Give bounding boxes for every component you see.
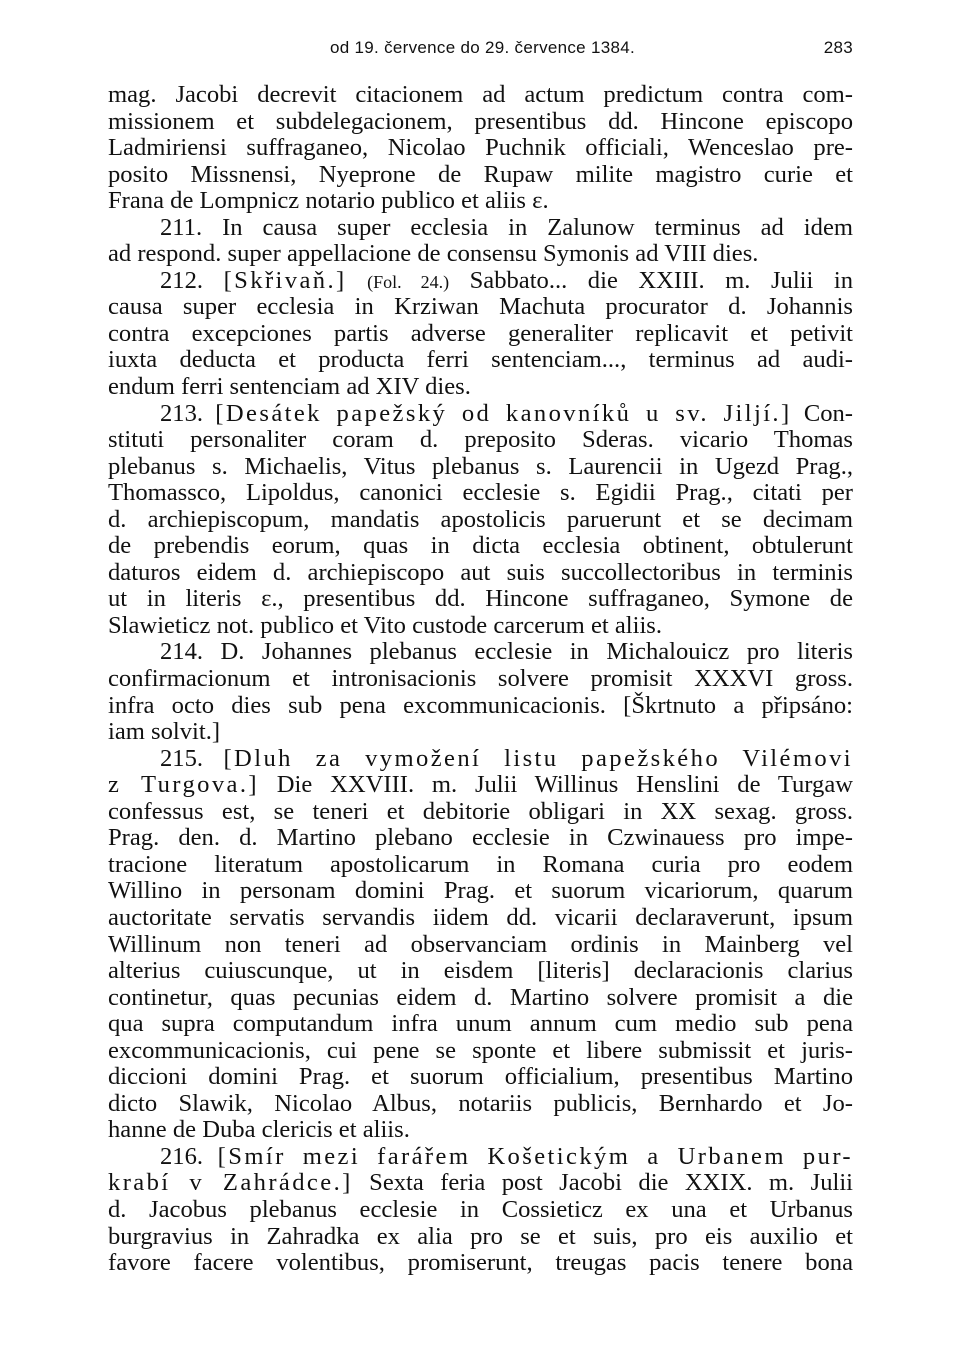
spaced-heading: krabí v Zahrádce.]: [108, 1169, 353, 1197]
text-line: hanne de Duba clericis et aliis.: [108, 1116, 410, 1144]
text-line: [108, 772, 853, 799]
text-line: posito Missnensi, Nyeprone de Rupaw milite magistro curie et: [108, 160, 853, 188]
text-line: diccioni domini Prag. et suorum officialium, presentibus Martino: [108, 1063, 853, 1091]
text-line: [108, 746, 853, 773]
text-line: Thomassco, Lipoldus, canonici ecclesie s. Egidii Prag., citati per: [108, 479, 853, 507]
text-line: favore facere volentibus, promiserunt, treugas pacis tenere bona: [108, 1249, 853, 1277]
text-line: tracione literatum apostolicarum in Romana curia pro eodem: [108, 850, 853, 878]
spaced-heading: [Desátek papežský od kanovníků u sv. Jiljí.]: [215, 399, 792, 427]
text-line: stituti personaliter coram d. preposito Sderas. vicario Thomas: [108, 426, 853, 454]
text-run: Sabbato... die XXIII. m. Julii in: [449, 266, 854, 294]
text-line: qua supra computandum infra unum annum cum medio sub pena: [108, 1010, 853, 1038]
text-run: 215.: [160, 744, 224, 772]
text-line: Frana de Lompnicz notario publico et aliis ɛ.: [108, 187, 549, 215]
text-line: daturos eidem d. archiepiscopo aut suis succollectoribus in terminis: [108, 558, 853, 586]
text-line: Prag. den. d. Martino plebano ecclesie in Czwinauess pro impe-: [108, 824, 853, 852]
text-line: plebanus s. Michaelis, Vitus plebanus s. Laurencii in Ugezd Prag.,: [108, 452, 853, 480]
running-header: [110, 30, 855, 64]
text-line: Willinum non teneri ad observanciam ordinis in Mainberg vel: [108, 930, 853, 958]
spaced-heading: z Turgova.]: [108, 771, 260, 799]
text-line: iam solvit.]: [108, 718, 221, 746]
text-line: ut in literis ɛ., presentibus dd. Hincone suffraganeo, Symone de: [108, 585, 853, 613]
running-header-title: od 19. července do 29. července 1384.: [329, 38, 636, 57]
text-line: endum ferri sentenciam ad XIV dies.: [108, 373, 471, 401]
text-line: ad respond. super appellacione de consensu Symonis ad VIII dies.: [108, 240, 759, 268]
text-line: mag. Jacobi decrevit citacionem ad actum predictum contra com-: [108, 81, 853, 108]
text-line: Slawieticz not. publico et Vito custode carcerum et aliis.: [108, 611, 662, 639]
text-line: iuxta deducta et producta ferri sentenciam..., terminus ad audi-: [108, 346, 853, 374]
text-line: contra excepciones partis adverse generaliter replicavit et petivit: [108, 319, 853, 347]
text-line: missionem et subdelegacionem, presentibus dd. Hincone episcopo: [108, 107, 853, 135]
text-line: de prebendis eorum, quas in dicta ecclesia obtinent, obtulerunt: [108, 532, 853, 560]
text-run: 216.: [160, 1142, 218, 1170]
text-line: confessus est, se teneri et debitorie obligari in XX sexag. gross.: [108, 797, 853, 825]
text-run: 212.: [160, 266, 224, 294]
text-line: [108, 1170, 853, 1197]
text-line: causa super ecclesia in Krziwan Machuta procurator d. Johannis: [108, 293, 853, 321]
body-text: [108, 82, 853, 1277]
text-line: Willino in personam domini Prag. et suorum vicariorum, quarum: [108, 877, 853, 905]
spaced-heading: [Smír mezi farářem Košetickým a Urbanem pur-: [217, 1142, 854, 1170]
text-run: 213.: [160, 399, 216, 427]
text-line: auctoritate servatis servandis iidem dd. vicarii declaraverunt, ipsum: [108, 903, 853, 931]
page-number: 283: [823, 38, 853, 57]
text-line: excommunicacionis, cui pene se sponte et libere submissit et juris-: [108, 1036, 853, 1064]
text-line: d. Jacobus plebanus ecclesie in Cossieticz ex una et Urbanus: [108, 1195, 853, 1223]
text-line: confirmacionum et intronisacionis solvere promisit XXXVI gross.: [108, 665, 853, 693]
text-line: dicto Slawik, Nicolao Albus, notariis publicis, Bernhardo et Jo-: [108, 1089, 853, 1117]
text-line: alterius cuiuscunque, ut in eisdem [literis] declaracionis clarius: [108, 957, 853, 985]
text-line: 211. In causa super ecclesia in Zalunow terminus ad idem: [160, 213, 853, 241]
spaced-heading: [Skřivaň.]: [223, 266, 347, 294]
text-line: Ladmiriensi suffraganeo, Nicolao Puchnik officiali, Wenceslao pre-: [108, 134, 853, 162]
text-run: [347, 267, 368, 294]
folio-mark: (Fol. 24.): [367, 271, 450, 292]
text-run: Con-: [791, 399, 853, 427]
text-line: 214. D. Johannes plebanus ecclesie in Michalouicz pro literis: [160, 638, 853, 666]
text-line: [108, 401, 853, 428]
text-line: infra octo dies sub pena excommunicacionis. [Škrtnuto a připsáno:: [108, 691, 853, 719]
text-line: d. archiepiscopum, mandatis apostolicis paruerunt et se decimam: [108, 505, 853, 533]
text-line: burgravius in Zahradka ex alia pro se et suis, pro eis auxilio et: [108, 1222, 853, 1250]
text-line: continetur, quas pecunias eidem d. Martino solvere promisit a die: [108, 983, 853, 1011]
spaced-heading: [Dluh za vymožení listu papežského Vilémovi: [223, 744, 854, 772]
text-run: Die XXVIII. m. Julii Willinus Henslini de Turgaw: [259, 771, 854, 799]
text-line: [108, 1144, 853, 1171]
text-run: Sexta feria post Jacobi die XXIX. m. Julii: [352, 1169, 854, 1197]
text-line: [108, 268, 853, 295]
